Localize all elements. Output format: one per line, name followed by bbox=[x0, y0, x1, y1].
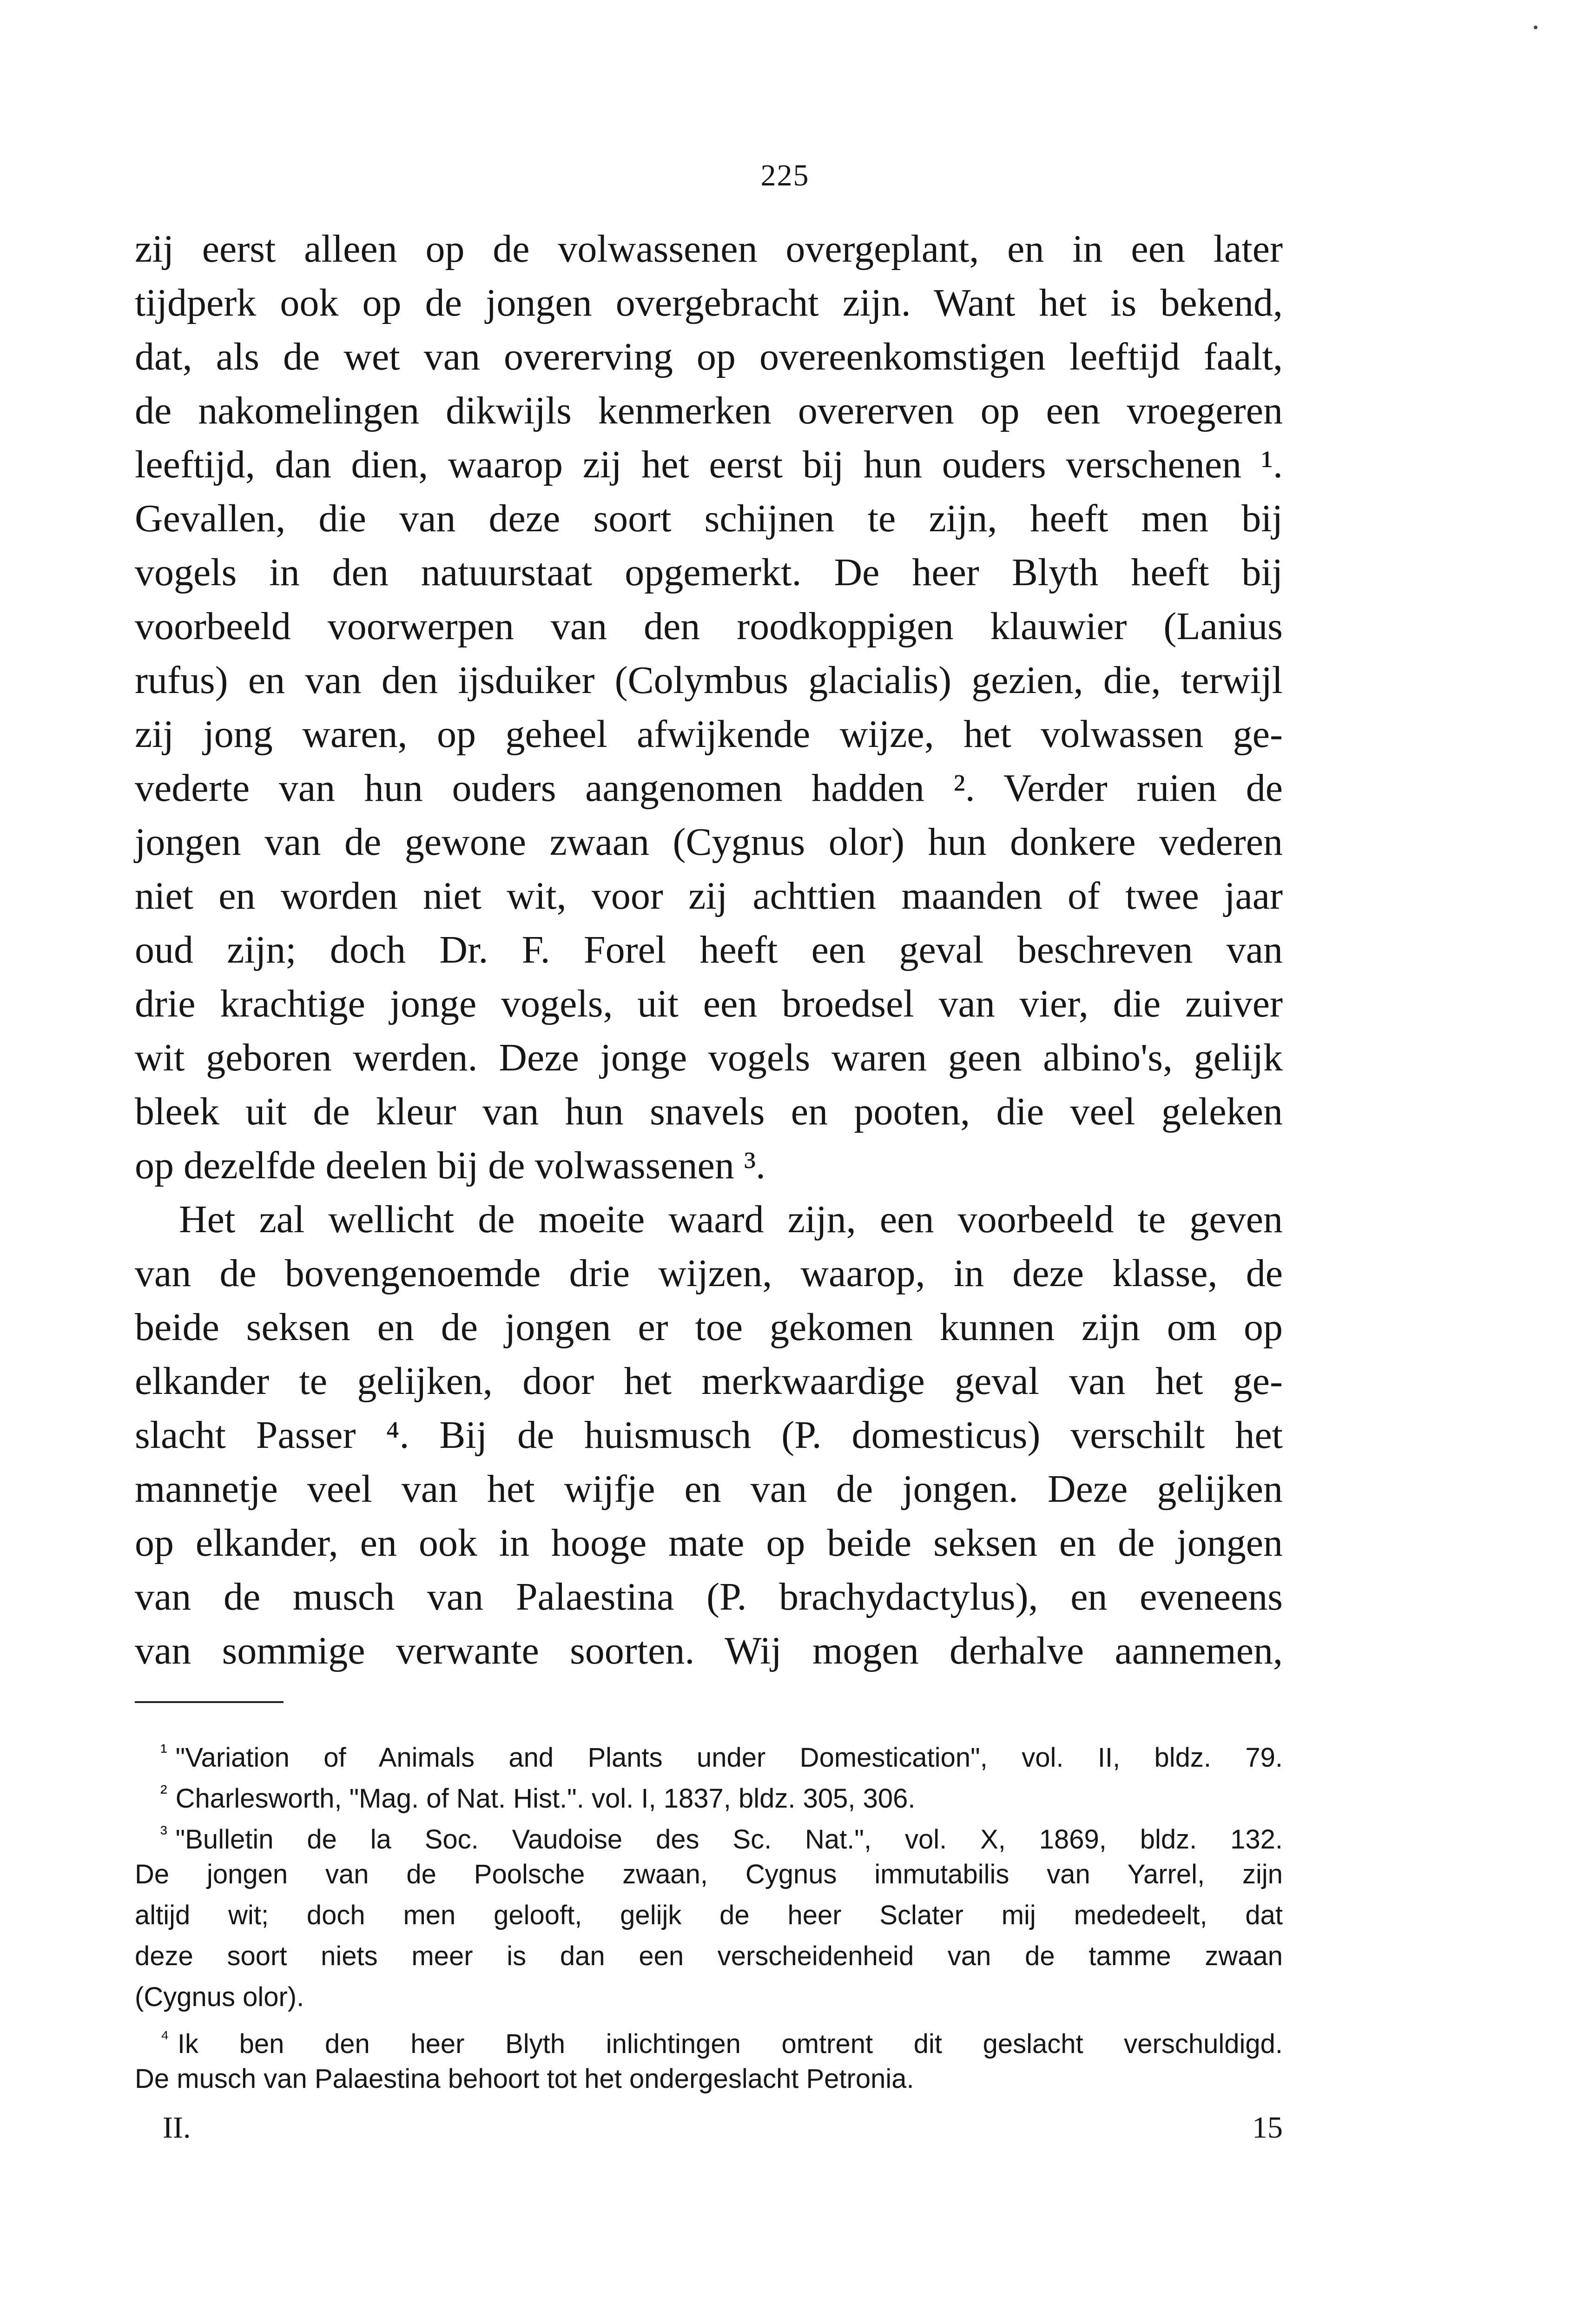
body-line: vederte van hun ouders aangenomen hadden ². Verder ruien de bbox=[135, 766, 1283, 810]
body-line: zij jong waren, op geheel afwijkende wijze, het volwassen ge- bbox=[135, 713, 1283, 756]
footnote-line bbox=[135, 2018, 1283, 2059]
footnote-line: De jongen van de Poolsche zwaan, Cygnus immutabilis van Yarrel, zijn bbox=[135, 1859, 1283, 1889]
body-line: beide seksen en de jongen er toe gekomen kunnen zijn om op bbox=[135, 1306, 1283, 1349]
footnote-text: Ik ben den heer Blyth inlichtingen omtrent dit geslacht verschuldigd. bbox=[177, 2029, 1283, 2059]
footnotes bbox=[135, 1731, 1283, 2100]
footnote-separator bbox=[135, 1701, 284, 1703]
footnote-line: altijd wit; doch men gelooft, gelijk de heer Sclater mij mededeelt, dat bbox=[135, 1900, 1283, 1930]
footnote-mark: ⁴ bbox=[160, 2027, 169, 2049]
body-line: rufus) en van den ijsduiker (Colymbus glacialis) gezien, die, terwijl bbox=[135, 659, 1283, 702]
body-line: op dezelfde deelen bij de volwassenen ³. bbox=[135, 1144, 766, 1187]
signature-mark: II. bbox=[163, 2111, 191, 2145]
body-line: wit geboren werden. Deze jonge vogels waren geen albino's, gelijk bbox=[135, 1036, 1283, 1079]
body-line: op elkander, en ook in hooge mate op beide seksen en de jongen bbox=[135, 1521, 1283, 1565]
body-line: slacht Passer ⁴. Bij de huismusch (P. domesticus) verschilt het bbox=[135, 1413, 1283, 1457]
body-line: vogels in den natuurstaat opgemerkt. De heer Blyth heeft bij bbox=[135, 551, 1283, 594]
body-line: jongen van de gewone zwaan (Cygnus olor) hun donkere vederen bbox=[135, 820, 1283, 864]
footnote-line: De musch van Palaestina behoort tot het ondergeslacht Petronia. bbox=[135, 2064, 914, 2094]
speck-mark bbox=[1534, 26, 1537, 29]
body-text bbox=[135, 222, 1283, 1678]
footnote-line: deze soort niets meer is dan een verscheidenheid van de tamme zwaan bbox=[135, 1941, 1283, 1971]
body-line: mannetje veel van het wijfje en van de jongen. Deze gelijken bbox=[135, 1467, 1283, 1511]
body-line: van sommige verwante soorten. Wij mogen derhalve aannemen, bbox=[135, 1629, 1283, 1672]
footnote-line: (Cygnus olor). bbox=[135, 1982, 304, 2012]
body-line: Het zal wellicht de moeite waard zijn, een voorbeeld te geven bbox=[179, 1198, 1283, 1241]
body-line: van de bovengenoemde drie wijzen, waarop, in deze klasse, de bbox=[135, 1252, 1283, 1295]
footnote-line bbox=[135, 1772, 1283, 1813]
body-line: oud zijn; doch Dr. F. Forel heeft een geval beschreven van bbox=[135, 928, 1283, 971]
body-line: elkander te gelijken, door het merkwaardige geval van het ge- bbox=[135, 1360, 1283, 1403]
body-line: dat, als de wet van overerving op overeenkomstigen leeftijd faalt, bbox=[135, 335, 1283, 378]
body-line: zij eerst alleen op de volwassenen overgeplant, en in een later bbox=[135, 227, 1283, 271]
page-footer bbox=[163, 2110, 1283, 2146]
body-line: niet en worden niet wit, voor zij achttien maanden of twee jaar bbox=[135, 874, 1283, 918]
body-line: Gevallen, die van deze soort schijnen te zijn, heeft men bij bbox=[135, 497, 1283, 540]
body-line: drie krachtige jonge vogels, uit een broedsel van vier, die zuiver bbox=[135, 982, 1283, 1025]
footnote-mark: ³ bbox=[160, 1822, 167, 1845]
body-line: voorbeeld voorwerpen van den roodkoppigen klauwier (Lanius bbox=[135, 605, 1283, 648]
footnote-line bbox=[135, 1731, 1283, 1772]
sheet-number: 15 bbox=[1252, 2111, 1283, 2145]
footnote-mark: ¹ bbox=[160, 1740, 167, 1763]
body-line: tijdperk ook op de jongen overgebracht zijn. Want het is bekend, bbox=[135, 281, 1283, 324]
body-line: van de musch van Palaestina (P. brachydactylus), en eveneens bbox=[135, 1575, 1283, 1618]
body-line: de nakomelingen dikwijls kenmerken overerven op een vroegeren bbox=[135, 389, 1283, 432]
footnote-text: "Variation of Animals and Plants under Domestication", vol. II, bldz. 79. bbox=[175, 1743, 1283, 1773]
footnote-mark: ² bbox=[160, 1781, 167, 1804]
page-number: 225 bbox=[760, 158, 810, 192]
body-line: bleek uit de kleur van hun snavels en pooten, die veel geleken bbox=[135, 1090, 1283, 1133]
footnote-line bbox=[135, 1813, 1283, 1854]
body-line: leeftijd, dan dien, waarop zij het eerst bij hun ouders verschenen ¹. bbox=[135, 443, 1283, 486]
footnote-text: Charlesworth, "Mag. of Nat. Hist.". vol. I, 1837, bldz. 305, 306. bbox=[175, 1783, 916, 1814]
footnote-text: "Bulletin de la Soc. Vaudoise des Sc. Nat.", vol. X, 1869, bldz. 132. bbox=[175, 1824, 1283, 1855]
